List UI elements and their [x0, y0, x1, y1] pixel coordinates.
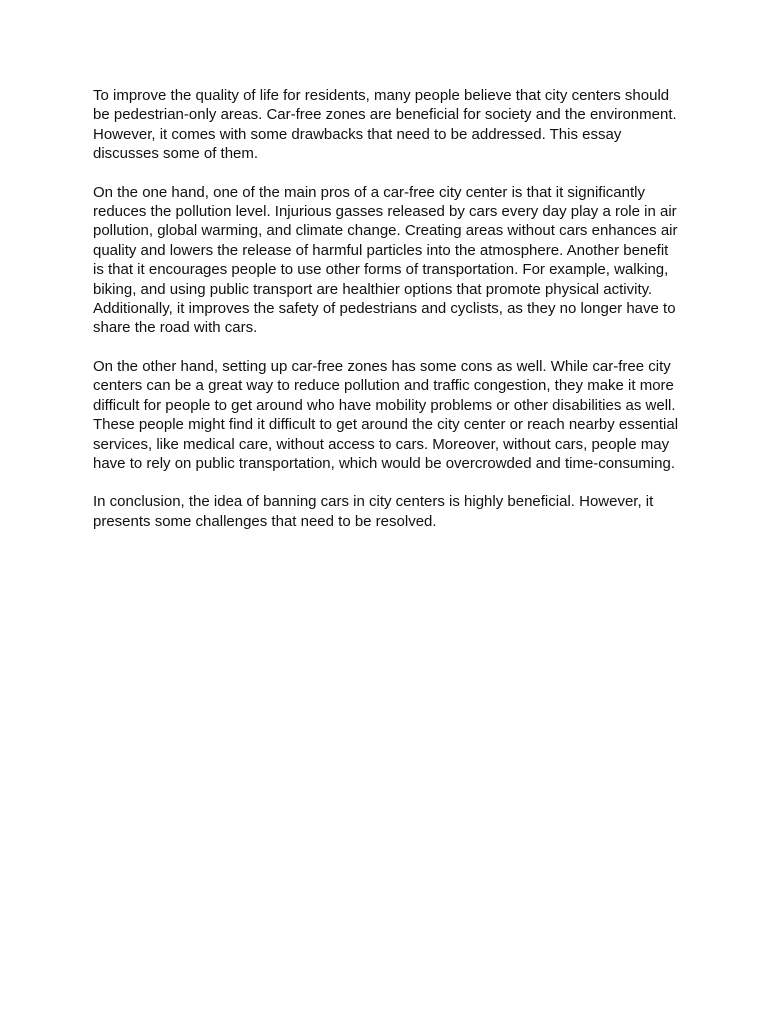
essay-body [93, 86, 683, 550]
paragraph-cons: On the other hand, setting up car-free zones has some cons as well. While car-free city centers can be a great way to reduce pollution and traffic congestion, they make it more difficult for people to get around who have mobility problems or other disabilities as well. These people might find it difficult to get around the city center or reach nearby essential services, like medical care, without access to cars. Moreover, without cars, people may have to rely on public transportation, which would be overcrowded and time-consuming. [93, 357, 679, 472]
paragraph-introduction: To improve the quality of life for residents, many people believe that city centers should be pedestrian-only areas. Car-free zones are beneficial for society and the environment. However, it comes with some drawbacks that need to be addressed. This essay discusses some of them. [93, 87, 677, 163]
paragraph-pros: On the one hand, one of the main pros of a car-free city center is that it significantly reduces the pollution level. Injurious gasses released by cars every day play a role in air pollution, global warming, and climate change. Creating areas without cars enhances air quality and lowers the release of harmful particles into the atmosphere. Another benefit is that it encourages people to use other forms of transportation. For example, walking, biking, and using public transport are healthier options that promote physical activity. Additionally, it improves the safety of pedestrians and cyclists, as they no longer have to share the road with cars. [93, 183, 678, 337]
paragraph-conclusion: In conclusion, the idea of banning cars in city centers is highly beneficial. However, it presents some challenges that need to be resolved. [93, 493, 654, 530]
